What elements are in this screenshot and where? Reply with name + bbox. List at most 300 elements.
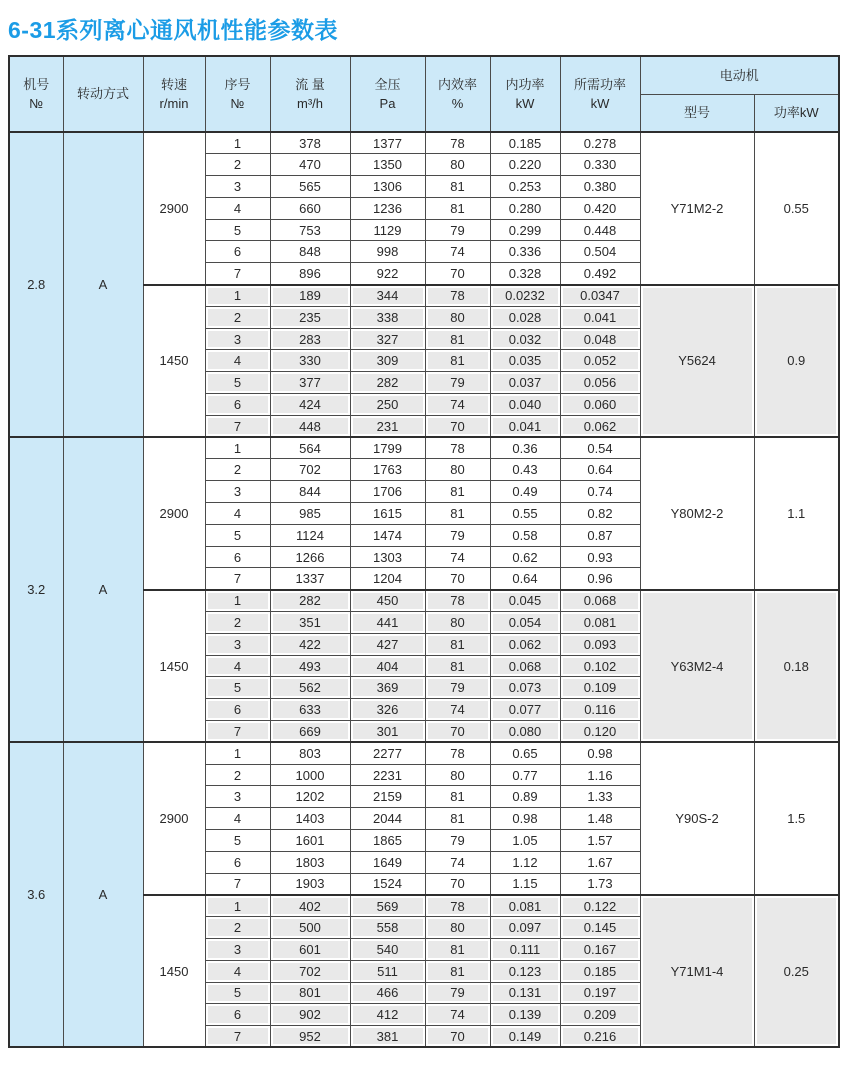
inner-power-cell: 0.111 [490,938,560,960]
required-power-cell: 0.093 [560,633,640,655]
table-row [9,132,839,154]
flow-cell: 669 [270,721,350,743]
pressure-cell: 1129 [350,219,425,241]
flow-cell: 330 [270,350,350,372]
speed-cell: 2900 [143,742,205,895]
required-power-cell: 0.167 [560,938,640,960]
efficiency-cell: 78 [425,742,490,764]
serial-cell: 7 [205,1026,270,1048]
required-power-cell: 1.48 [560,808,640,830]
flow-cell: 1803 [270,851,350,873]
col-header-drive-mode [63,56,143,132]
efficiency-cell: 81 [425,655,490,677]
serial-cell: 1 [205,590,270,612]
serial-cell: 3 [205,481,270,503]
pressure-cell: 309 [350,350,425,372]
flow-cell: 844 [270,481,350,503]
motor-model-cell: Y90S-2 [640,742,754,895]
required-power-cell: 1.33 [560,786,640,808]
inner-power-cell: 0.054 [490,612,560,634]
col-header-inner-power-label: 内功率 [505,76,545,92]
efficiency-cell: 74 [425,546,490,568]
motor-power-cell: 0.25 [754,895,839,1048]
col-header-machine-no-unit: № [29,96,44,111]
efficiency-cell: 80 [425,917,490,939]
inner-power-cell: 0.49 [490,481,560,503]
inner-power-cell: 0.0232 [490,285,560,307]
efficiency-cell: 78 [425,285,490,307]
table-row [9,742,839,764]
speed-cell: 1450 [143,590,205,743]
required-power-cell: 0.116 [560,699,640,721]
serial-cell: 4 [205,350,270,372]
inner-power-cell: 0.185 [490,132,560,154]
flow-cell: 702 [270,459,350,481]
required-power-cell: 0.197 [560,982,640,1004]
flow-cell: 1266 [270,546,350,568]
serial-cell: 4 [205,655,270,677]
flow-cell: 803 [270,742,350,764]
serial-cell: 5 [205,524,270,546]
required-power-cell: 1.16 [560,764,640,786]
col-header-flow-label: 流 量 [295,76,325,92]
required-power-cell: 0.98 [560,742,640,764]
required-power-cell: 0.041 [560,306,640,328]
efficiency-cell: 74 [425,241,490,263]
serial-cell: 7 [205,873,270,895]
efficiency-cell: 81 [425,197,490,219]
col-header-pressure-label: 全压 [374,76,401,92]
drive-mode-cell: A [63,742,143,1047]
serial-cell: 3 [205,786,270,808]
efficiency-cell: 79 [425,830,490,852]
inner-power-cell: 0.64 [490,568,560,590]
flow-cell: 282 [270,590,350,612]
flow-cell: 1601 [270,830,350,852]
efficiency-cell: 70 [425,721,490,743]
serial-cell: 3 [205,328,270,350]
inner-power-cell: 0.43 [490,459,560,481]
flow-cell: 985 [270,503,350,525]
flow-cell: 601 [270,938,350,960]
efficiency-cell: 74 [425,851,490,873]
serial-cell: 3 [205,176,270,198]
inner-power-cell: 0.253 [490,176,560,198]
required-power-cell: 0.330 [560,154,640,176]
serial-cell: 4 [205,197,270,219]
required-power-cell: 0.492 [560,263,640,285]
serial-cell: 5 [205,372,270,394]
inner-power-cell: 0.336 [490,241,560,263]
col-header-flow-unit: m³/h [297,96,323,111]
col-header-speed [143,56,205,132]
col-header-motor-power: 功率kW [754,94,839,132]
pressure-cell: 511 [350,960,425,982]
col-header-speed-label: 转速 [160,76,187,92]
flow-cell: 1202 [270,786,350,808]
pressure-cell: 412 [350,1004,425,1026]
pressure-cell: 1474 [350,524,425,546]
col-header-speed-unit: r/min [159,96,189,111]
col-header-efficiency [425,56,490,132]
serial-cell: 1 [205,285,270,307]
efficiency-cell: 70 [425,1026,490,1048]
serial-cell: 2 [205,306,270,328]
flow-cell: 235 [270,306,350,328]
serial-cell: 1 [205,437,270,459]
inner-power-cell: 0.035 [490,350,560,372]
motor-power-cell: 1.5 [754,742,839,895]
motor-power-cell: 0.9 [754,285,839,438]
required-power-cell: 0.380 [560,176,640,198]
efficiency-cell: 81 [425,633,490,655]
flow-cell: 424 [270,394,350,416]
serial-cell: 4 [205,960,270,982]
col-header-pressure [350,56,425,132]
serial-cell: 5 [205,219,270,241]
efficiency-cell: 74 [425,394,490,416]
flow-cell: 189 [270,285,350,307]
inner-power-cell: 0.081 [490,895,560,917]
pressure-cell: 466 [350,982,425,1004]
speed-cell: 1450 [143,895,205,1048]
table-header [9,56,839,132]
motor-model-cell: Y71M1-4 [640,895,754,1048]
flow-cell: 564 [270,437,350,459]
serial-cell: 6 [205,699,270,721]
fan-performance-table [8,55,840,1048]
flow-cell: 753 [270,219,350,241]
inner-power-cell: 1.05 [490,830,560,852]
pressure-cell: 998 [350,241,425,263]
inner-power-cell: 0.077 [490,699,560,721]
pressure-cell: 427 [350,633,425,655]
machine-no-cell: 2.8 [9,132,63,437]
pressure-cell: 1204 [350,568,425,590]
pressure-cell: 381 [350,1026,425,1048]
drive-mode-cell: A [63,437,143,742]
serial-cell: 6 [205,1004,270,1026]
pressure-cell: 1350 [350,154,425,176]
required-power-cell: 0.056 [560,372,640,394]
col-header-motor: 电动机 [640,56,839,94]
inner-power-cell: 0.045 [490,590,560,612]
pressure-cell: 1763 [350,459,425,481]
efficiency-cell: 74 [425,1004,490,1026]
flow-cell: 801 [270,982,350,1004]
pressure-cell: 250 [350,394,425,416]
efficiency-cell: 81 [425,176,490,198]
inner-power-cell: 0.032 [490,328,560,350]
efficiency-cell: 79 [425,524,490,546]
flow-cell: 660 [270,197,350,219]
pressure-cell: 301 [350,721,425,743]
inner-power-cell: 0.097 [490,917,560,939]
efficiency-cell: 79 [425,677,490,699]
serial-cell: 7 [205,721,270,743]
flow-cell: 377 [270,372,350,394]
efficiency-cell: 80 [425,306,490,328]
pressure-cell: 1524 [350,873,425,895]
col-header-required-power-label: 所需功率 [573,76,626,92]
inner-power-cell: 0.139 [490,1004,560,1026]
required-power-cell: 0.209 [560,1004,640,1026]
page-title: 6-31系列离心通风机性能参数表 [8,17,339,43]
pressure-cell: 2159 [350,786,425,808]
serial-cell: 3 [205,938,270,960]
flow-cell: 1903 [270,873,350,895]
pressure-cell: 1303 [350,546,425,568]
machine-no-cell: 3.6 [9,742,63,1047]
inner-power-cell: 0.98 [490,808,560,830]
flow-cell: 470 [270,154,350,176]
col-header-inner-power-unit: kW [515,96,535,111]
col-header-inner-power [490,56,560,132]
flow-cell: 952 [270,1026,350,1048]
required-power-cell: 0.185 [560,960,640,982]
flow-cell: 702 [270,960,350,982]
flow-cell: 1000 [270,764,350,786]
speed-cell: 1450 [143,285,205,438]
efficiency-cell: 78 [425,437,490,459]
inner-power-cell: 0.062 [490,633,560,655]
required-power-cell: 0.145 [560,917,640,939]
serial-cell: 6 [205,546,270,568]
required-power-cell: 0.87 [560,524,640,546]
serial-cell: 5 [205,677,270,699]
flow-cell: 422 [270,633,350,655]
serial-cell: 7 [205,263,270,285]
serial-cell: 1 [205,895,270,917]
efficiency-cell: 81 [425,350,490,372]
col-header-efficiency-label: 内效率 [437,76,477,92]
flow-cell: 1337 [270,568,350,590]
efficiency-cell: 81 [425,503,490,525]
serial-cell: 3 [205,633,270,655]
serial-cell: 6 [205,241,270,263]
flow-cell: 896 [270,263,350,285]
required-power-cell: 0.109 [560,677,640,699]
col-header-required-power-unit: kW [590,96,610,111]
serial-cell: 2 [205,154,270,176]
pressure-cell: 540 [350,938,425,960]
inner-power-cell: 0.131 [490,982,560,1004]
serial-cell: 5 [205,830,270,852]
inner-power-cell: 0.220 [490,154,560,176]
required-power-cell: 0.96 [560,568,640,590]
efficiency-cell: 78 [425,590,490,612]
pressure-cell: 1306 [350,176,425,198]
inner-power-cell: 0.65 [490,742,560,764]
flow-cell: 902 [270,1004,350,1026]
motor-model-cell: Y5624 [640,285,754,438]
inner-power-cell: 0.080 [490,721,560,743]
efficiency-cell: 79 [425,219,490,241]
flow-cell: 1403 [270,808,350,830]
inner-power-cell: 0.149 [490,1026,560,1048]
col-header-serial-label: 序号 [224,76,251,92]
required-power-cell: 0.216 [560,1026,640,1048]
inner-power-cell: 0.073 [490,677,560,699]
inner-power-cell: 1.15 [490,873,560,895]
pressure-cell: 1377 [350,132,425,154]
pressure-cell: 231 [350,415,425,437]
efficiency-cell: 70 [425,873,490,895]
serial-cell: 1 [205,132,270,154]
col-header-motor-model: 型号 [640,94,754,132]
efficiency-cell: 74 [425,699,490,721]
pressure-cell: 2231 [350,764,425,786]
required-power-cell: 0.74 [560,481,640,503]
required-power-cell: 0.82 [560,503,640,525]
flow-cell: 493 [270,655,350,677]
table-body [9,132,839,1047]
col-header-serial [205,56,270,132]
motor-model-cell: Y63M2-4 [640,590,754,743]
serial-cell: 2 [205,612,270,634]
required-power-cell: 0.048 [560,328,640,350]
efficiency-cell: 79 [425,982,490,1004]
flow-cell: 402 [270,895,350,917]
efficiency-cell: 80 [425,764,490,786]
inner-power-cell: 0.041 [490,415,560,437]
efficiency-cell: 80 [425,459,490,481]
inner-power-cell: 0.328 [490,263,560,285]
flow-cell: 351 [270,612,350,634]
flow-cell: 378 [270,132,350,154]
pressure-cell: 282 [350,372,425,394]
col-header-flow [270,56,350,132]
flow-cell: 562 [270,677,350,699]
efficiency-cell: 81 [425,481,490,503]
drive-mode-cell: A [63,132,143,437]
efficiency-cell: 78 [425,132,490,154]
efficiency-cell: 80 [425,154,490,176]
inner-power-cell: 0.36 [490,437,560,459]
pressure-cell: 338 [350,306,425,328]
efficiency-cell: 81 [425,808,490,830]
required-power-cell: 0.420 [560,197,640,219]
inner-power-cell: 0.280 [490,197,560,219]
efficiency-cell: 81 [425,786,490,808]
pressure-cell: 558 [350,917,425,939]
inner-power-cell: 0.123 [490,960,560,982]
pressure-cell: 441 [350,612,425,634]
required-power-cell: 1.67 [560,851,640,873]
required-power-cell: 0.052 [560,350,640,372]
inner-power-cell: 0.58 [490,524,560,546]
serial-cell: 7 [205,415,270,437]
efficiency-cell: 79 [425,372,490,394]
required-power-cell: 1.73 [560,873,640,895]
serial-cell: 1 [205,742,270,764]
required-power-cell: 0.068 [560,590,640,612]
required-power-cell: 1.57 [560,830,640,852]
required-power-cell: 0.122 [560,895,640,917]
inner-power-cell: 0.55 [490,503,560,525]
serial-cell: 2 [205,764,270,786]
required-power-cell: 0.54 [560,437,640,459]
speed-cell: 2900 [143,132,205,285]
table-row [9,437,839,459]
required-power-cell: 0.062 [560,415,640,437]
flow-cell: 848 [270,241,350,263]
required-power-cell: 0.504 [560,241,640,263]
serial-cell: 7 [205,568,270,590]
efficiency-cell: 78 [425,895,490,917]
required-power-cell: 0.060 [560,394,640,416]
serial-cell: 2 [205,459,270,481]
pressure-cell: 1649 [350,851,425,873]
serial-cell: 4 [205,503,270,525]
efficiency-cell: 81 [425,328,490,350]
flow-cell: 565 [270,176,350,198]
machine-no-cell: 3.2 [9,437,63,742]
col-header-machine-no [9,56,63,132]
efficiency-cell: 81 [425,938,490,960]
pressure-cell: 1799 [350,437,425,459]
inner-power-cell: 0.89 [490,786,560,808]
efficiency-cell: 80 [425,612,490,634]
pressure-cell: 369 [350,677,425,699]
inner-power-cell: 0.299 [490,219,560,241]
inner-power-cell: 0.068 [490,655,560,677]
flow-cell: 1124 [270,524,350,546]
pressure-cell: 326 [350,699,425,721]
serial-cell: 2 [205,917,270,939]
motor-power-cell: 1.1 [754,437,839,590]
serial-cell: 6 [205,394,270,416]
inner-power-cell: 0.77 [490,764,560,786]
pressure-cell: 1236 [350,197,425,219]
inner-power-cell: 0.028 [490,306,560,328]
efficiency-cell: 70 [425,415,490,437]
pressure-cell: 1706 [350,481,425,503]
pressure-cell: 344 [350,285,425,307]
required-power-cell: 0.64 [560,459,640,481]
serial-cell: 5 [205,982,270,1004]
motor-power-cell: 0.55 [754,132,839,285]
motor-model-cell: Y71M2-2 [640,132,754,285]
col-header-machine-no-label: 机号 [23,76,50,92]
efficiency-cell: 70 [425,568,490,590]
pressure-cell: 2044 [350,808,425,830]
flow-cell: 500 [270,917,350,939]
required-power-cell: 0.120 [560,721,640,743]
efficiency-cell: 81 [425,960,490,982]
inner-power-cell: 1.12 [490,851,560,873]
flow-cell: 448 [270,415,350,437]
required-power-cell: 0.102 [560,655,640,677]
required-power-cell: 0.081 [560,612,640,634]
speed-cell: 2900 [143,437,205,590]
pressure-cell: 922 [350,263,425,285]
pressure-cell: 1615 [350,503,425,525]
inner-power-cell: 0.62 [490,546,560,568]
motor-model-cell: Y80M2-2 [640,437,754,590]
header-row-1 [9,56,839,94]
required-power-cell: 0.0347 [560,285,640,307]
col-header-required-power [560,56,640,132]
motor-power-cell: 0.18 [754,590,839,743]
required-power-cell: 0.278 [560,132,640,154]
pressure-cell: 450 [350,590,425,612]
required-power-cell: 0.448 [560,219,640,241]
efficiency-cell: 70 [425,263,490,285]
col-header-drive-mode-label: 转动方式 [76,86,129,102]
col-header-efficiency-unit: % [451,96,464,111]
serial-cell: 6 [205,851,270,873]
